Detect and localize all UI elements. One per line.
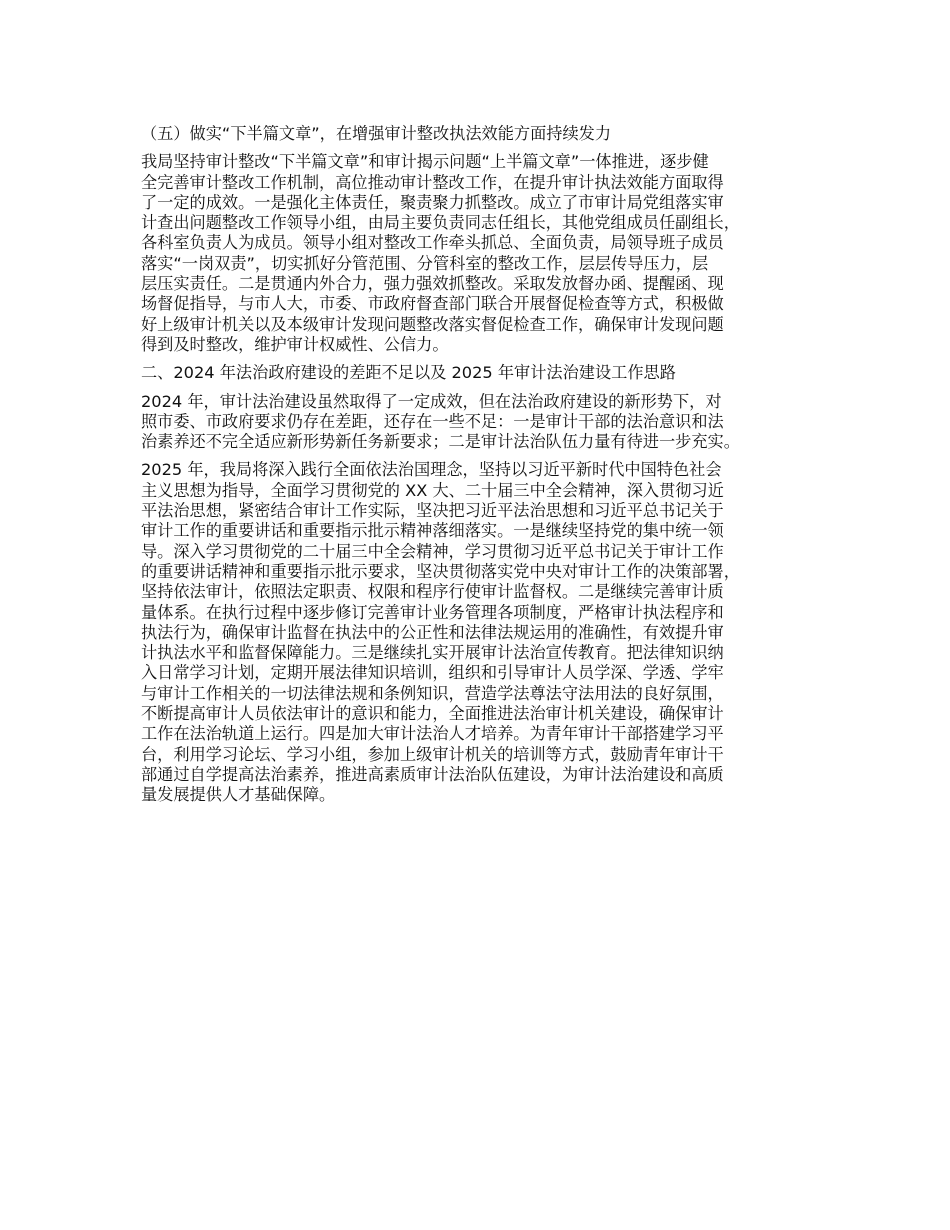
document-body — [141, 124, 831, 814]
paragraph-line: 坚持依法审计，依照法定职责、权限和程序行使审计监督权。二是继续完善审计质 — [141, 582, 724, 602]
heading-text: （五）做实“下半篇文章”，在增强审计整改执法效能方面持续发力 — [141, 124, 612, 143]
paragraph-line: 执法行为，确保审计监督在执法中的公正性和法律法规运用的准确性，有效提升审 — [141, 622, 724, 642]
paragraph-line: 主义思想为指导，全面学习贯彻党的 XX 大、二十届三中全会精神，深入贯彻习近 — [141, 480, 724, 500]
paragraph-line: 治素养还不完全适应新形势新任务新要求；二是审计法治队伍力量有待进一步充实。 — [141, 432, 740, 452]
paragraph-line: 落实“一岗双责”，切实抓好分管范围、分管科室的整改工作，层层传导压力，层 — [141, 253, 709, 273]
paragraph-line: 不断提高审计人员依法审计的意识和能力，全面推进法治审计机关建设，确保审计 — [141, 704, 724, 724]
paragraph-line: 量体系。在执行过程中逐步修订完善审计业务管理各项制度，严格审计执法程序和 — [141, 602, 724, 622]
paragraph-line: 导。深入学习贯彻党的二十届三中全会精神，学习贯彻习近平总书记关于审计工作 — [141, 541, 724, 561]
paragraph-line: 的重要讲话精神和重要指示批示要求，坚决贯彻落实党中央对审计工作的决策部署， — [141, 561, 740, 581]
paragraph-line: 平法治思想，紧密结合审计工作实际，坚决把习近平法治思想和习近平总书记关于 — [141, 501, 724, 521]
section-heading — [141, 363, 831, 383]
heading-text: 二、2024 年法治政府建设的差距不足以及 2025 年审计法治建设工作思路 — [141, 363, 676, 383]
paragraph-line: 好上级审计机关以及本级审计发现问题整改落实督促检查工作，确保审计发现问题 — [141, 314, 724, 334]
paragraph-line: 2024 年，审计法治建设虽然取得了一定成效，但在法治政府建设的新形势下，对 — [141, 391, 722, 411]
paragraph-line: 我局坚持审计整改“下半篇文章”和审计揭示问题“上半篇文章”一体推进，逐步健 — [141, 152, 709, 172]
body-paragraph — [141, 460, 831, 805]
paragraph-line: 全完善审计整改工作机制，高位推动审计整改工作，在提升审计执法效能方面取得 — [141, 172, 724, 192]
paragraph-line: 了一定的成效。一是强化主体责任，聚责聚力抓整改。成立了市审计局党组落实审 — [141, 192, 724, 212]
body-paragraph — [141, 392, 831, 453]
paragraph-line: 与审计工作相关的一切法律法规和条例知识，营造学法尊法守法用法的良好氛围， — [141, 683, 724, 703]
paragraph-line: 量发展提供人才基础保障。 — [141, 785, 336, 805]
paragraph-line: 场督促指导，与市人大，市委、市政府督查部门联合开展督促检查等方式，积极做 — [141, 294, 724, 314]
paragraph-line: 部通过自学提高法治素养，推进高素质审计法治队伍建设，为审计法治建设和高质 — [141, 764, 724, 784]
paragraph-line: 审计工作的重要讲话和重要指示批示精神落细落实。一是继续坚持党的集中统一领 — [141, 521, 724, 541]
paragraph-line: 照市委、市政府要求仍存在差距，还存在一些不足：一是审计干部的法治意识和法 — [141, 411, 724, 431]
paragraph-line: 2025 年，我局将深入践行全面依法治国理念，坚持以习近平新时代中国特色社会 — [141, 460, 722, 480]
paragraph-line: 各科室负责人为成员。领导小组对整改工作牵头抓总、全面负责，局领导班子成员 — [141, 233, 724, 253]
paragraph-line: 台，利用学习论坛、学习小组，参加上级审计机关的培训等方式，鼓励青年审计干 — [141, 744, 724, 764]
paragraph-line: 工作在法治轨道上运行。四是加大审计法治人才培养。为青年审计干部搭建学习平 — [141, 724, 724, 744]
paragraph-line: 得到及时整改，维护审计权威性、公信力。 — [141, 334, 449, 354]
paragraph-line: 入日常学习计划，定期开展法律知识培训，组织和引导审计人员学深、学透、学牢 — [141, 663, 724, 683]
body-paragraph — [141, 152, 831, 355]
paragraph-line: 计查出问题整改工作领导小组，由局主要负责同志任组长，其他党组成员任副组长， — [141, 213, 740, 233]
section-heading — [141, 124, 831, 144]
paragraph-line: 层压实责任。二是贯通内外合力，强力强效抓整改。采取发放督办函、提醒函、现 — [141, 274, 724, 294]
paragraph-line: 计执法水平和监督保障能力。三是继续扎实开展审计法治宣传教育。把法律知识纳 — [141, 643, 724, 663]
